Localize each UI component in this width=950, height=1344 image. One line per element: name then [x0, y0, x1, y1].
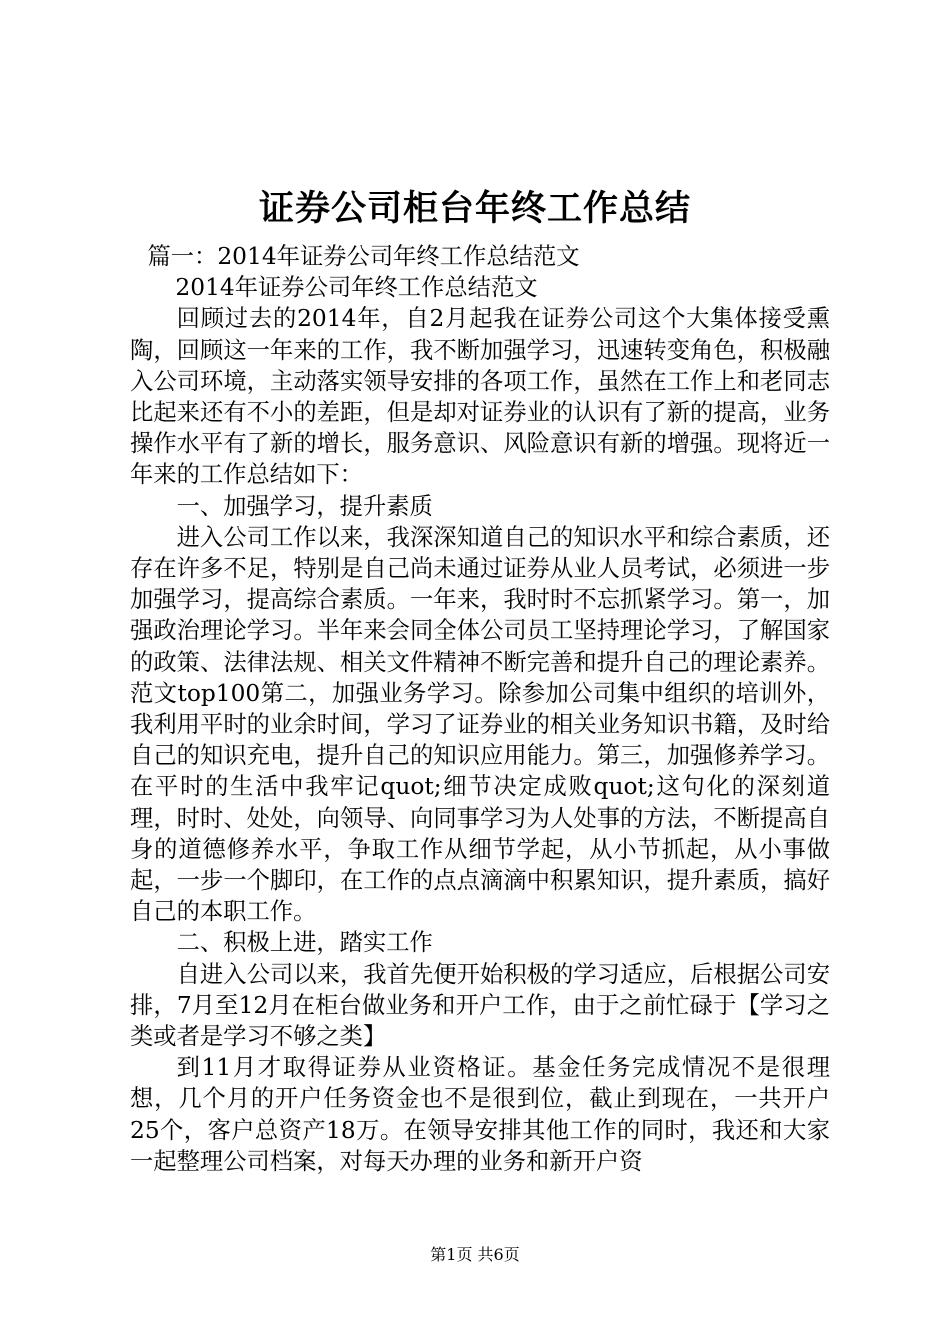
paragraph: 到11月才取得证券从业资格证。基金任务完成情况不是很理想，几个月的开户任务资金也不是很到位，截止到现在，一共开户25个，客户总资产18万。在领导安排其他工作的同时，我还和大家一起整理公司档案，对每天办理的业务和新开户资	[130, 1054, 830, 1175]
section-heading: 二、积极上进，踏实工作	[176, 929, 433, 957]
paragraph: 回顾过去的2014年，自2月起我在证券公司这个大集体接受熏陶，回顾这一年来的工作，我不断加强学习，迅速转变角色，积极融入公司环境，主动落实领导安排的各项工作，虽然在工作上和老同志比起来还有不小的差距，但是却对证券业的认识有了新的提高，业务操作水平有了新的增长，服务意识、风险意识有新的增强。现将近一年来的工作总结如下：	[130, 305, 830, 489]
section-heading: 一、加强学习，提升素质	[176, 492, 433, 520]
document-title: 证券公司柜台年终工作总结	[258, 188, 691, 229]
section-heading: 篇一：2014年证券公司年终工作总结范文	[147, 243, 580, 270]
document-body	[130, 241, 830, 1177]
paragraph: 自进入公司以来，我首先便开始积极的学习适应，后根据公司安排，7月至12月在柜台做业务和开户工作，由于之前忙碌于【学习之类或者是学习不够之类】	[130, 960, 830, 1051]
subtitle: 2014年证券公司年终工作总结范文	[175, 274, 538, 302]
paragraph: 进入公司工作以来，我深深知道自己的知识水平和综合素质，还存在许多不足，特别是自己尚未通过证券从业人员考试，必须进一步加强学习，提高综合素质。一年来，我时时不忘抓紧学习。第一，加强政治理论学习。半年来会同全体公司员工坚持理论学习，了解国家的政策、法律法规、相关文件精神不断完善和提升自己的理论素养。范文top100第二，加强业务学习。除参加公司集中组织的培训外，我利用平时的业余时间，学习了证券业的相关业务知识书籍，及时给自己的知识充电，提升自己的知识应用能力。第三，加强修养学习。在平时的生活中我牢记quot;细节决定成败quot;这句化的深刻道理，时时、处处，向领导、向同事学习为人处事的方法，不断提高自身的道德修养水平，争取工作从细节学起，从小节抓起，从小事做起，一步一个脚印，在工作的点点滴滴中积累知识，提升素质，搞好自己的本职工作。	[130, 523, 830, 926]
page-footer: 第1页 共6页	[430, 1245, 520, 1264]
